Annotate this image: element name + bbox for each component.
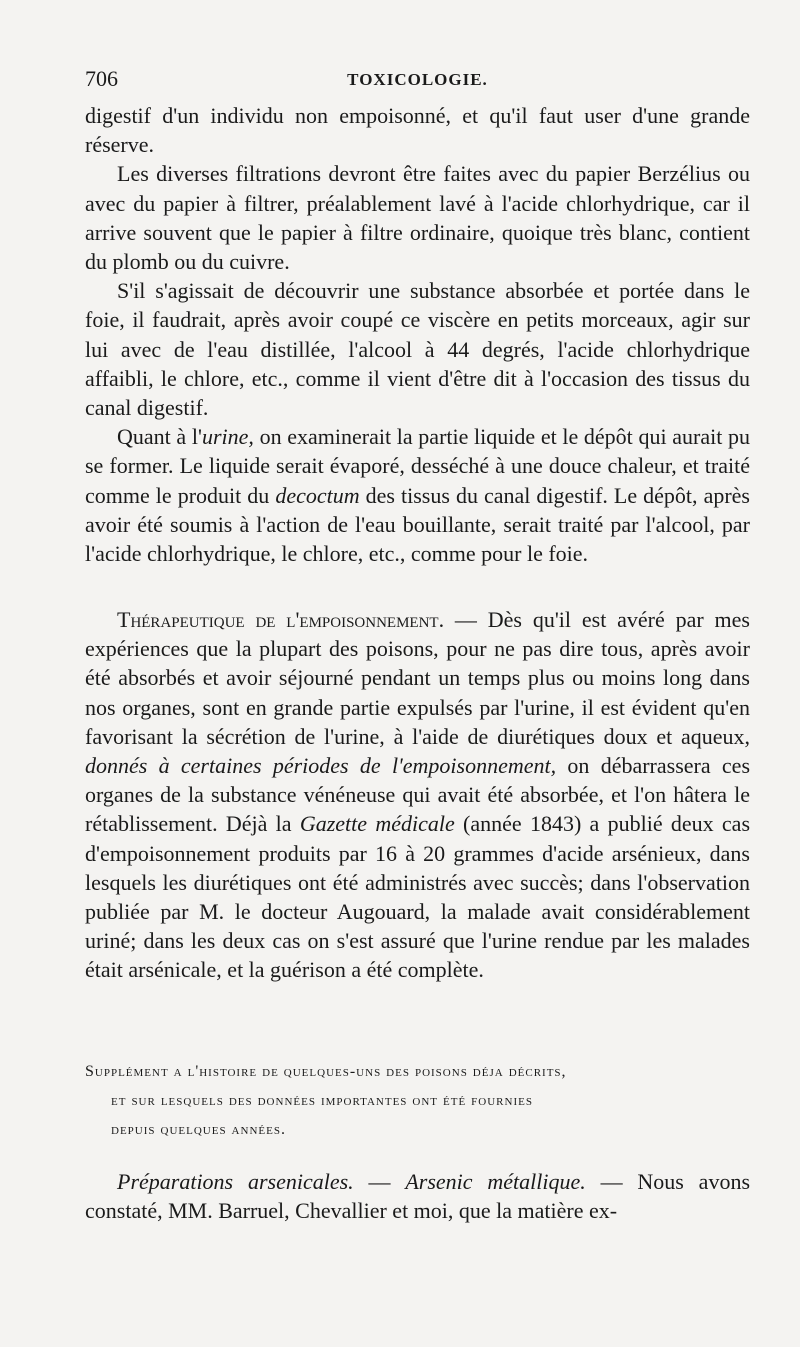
page-header bbox=[85, 66, 750, 96]
body-text-bottom bbox=[85, 1167, 750, 1225]
paragraph-foie: S'il s'agissait de découvrir une substance absorbée et portée dans le foie, il faudrait, après avoir coupé ce viscère en petits morceaux, agir sur lui avec de l'eau distillée, l'alcool à 44 degrés, l'acide chlorhydrique affaibli, le chlore, etc., comme il vient d'être dit à l'occasion des tissus du canal digestif. bbox=[85, 278, 750, 421]
body-text-therapeutique bbox=[85, 605, 750, 985]
paragraph-therapeutique: Thérapeutique de l'empoisonnement. — Dès qu'il est avéré par mes expériences que la plupart des poisons, pour ne pas dire tous, après avoir été absorbés et avoir séjourné pendant un temps plus ou moins long dans nos organes, sont en grande partie expulsés par l'urine, il est évident qu'en favorisant la sécrétion de l'urine, à l'aide de diurétiques doux et aqueux, donnés à certaines périodes de l'empoisonnement, on débarrassera ces organes de la substance vénéneuse qui avait été absorbée, et l'on hâtera le rétablissement. Déjà la Gazette médicale (année 1843) a publié deux cas d'empoisonnement produits par 16 à 20 grammes d'acide arsénieux, dans lesquels les diurétiques ont été administrés avec succès; dans l'observation publiée par M. le docteur Augouard, la malade avait considérablement uriné; dans les deux cas on s'est assuré que l'urine rendue par les malades était arsénicale, et la guérison a été complète. bbox=[85, 607, 751, 983]
page-number: 706 bbox=[85, 66, 118, 91]
paragraph-urine: Quant à l'urine, on examinerait la partie liquide et le dépôt qui aurait pu se former. Le liquide serait évaporé, desséché à une douce chaleur, et traité comme le produit du decoctum des tissus du canal digestif. Le dépôt, après avoir été soumis à l'action de l'eau bouillante, serait traité par l'alcool, par l'acide chlorhydrique, le chlore, etc., comme pour le foie. bbox=[85, 424, 750, 567]
section-title-therapeutique: Thérapeutique de l'empoisonnement. bbox=[117, 607, 445, 632]
body-text-top bbox=[85, 101, 750, 568]
section-heading-supplement: Supplément a l'histoire de quelques-uns des poisons déja décrits, et sur lesquels des données importantes ont été fournies depuis quelques années. bbox=[85, 1063, 567, 1138]
paragraph-arsenic: Préparations arsenicales. — Arsenic métallique. — Nous avons constaté, MM. Barruel, Chevallier et moi, que la matière ex- bbox=[85, 1169, 751, 1224]
running-title: TOXICOLOGIE. bbox=[347, 70, 488, 89]
paragraph-continuation: digestif d'un individu non empoisonné, et qu'il faut user d'une grande réserve. bbox=[85, 103, 750, 158]
paragraph-filtrations: Les diverses filtrations devront être faites avec du papier Berzélius ou avec du papier à filtrer, préalablement lavé à l'acide chlorhydrique, car il arrive souvent que le papier à filtre ordinaire, quoique très blanc, contient du plomb ou du cuivre. bbox=[85, 161, 750, 275]
